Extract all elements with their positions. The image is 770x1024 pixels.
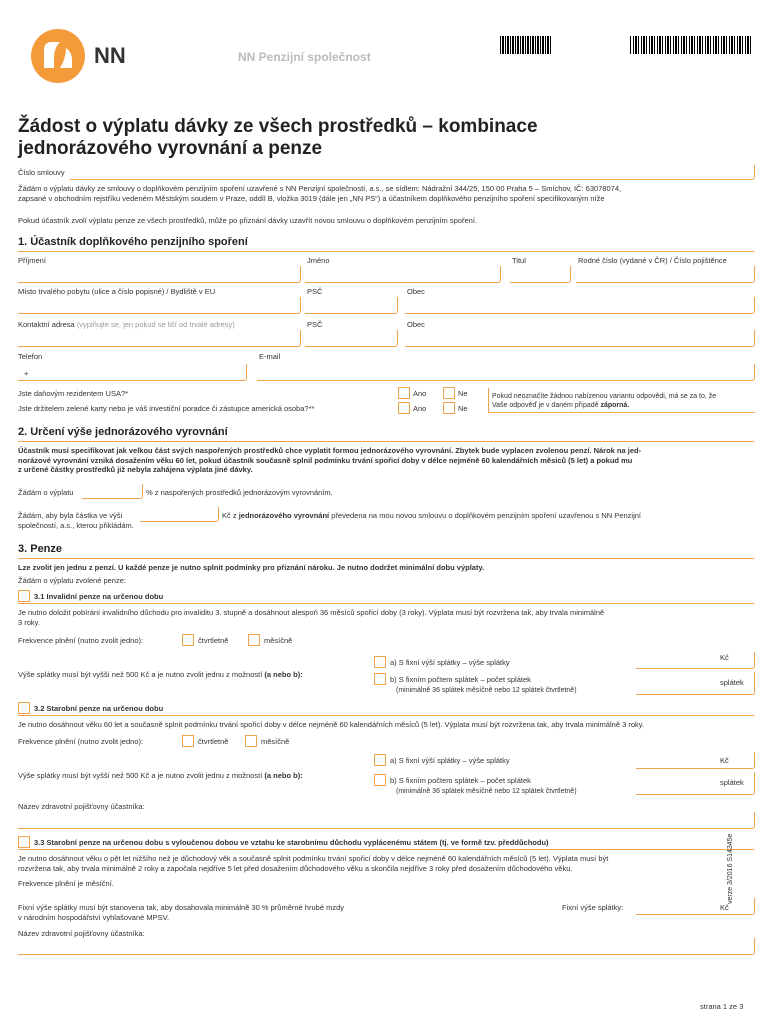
contact-address-hint: (vyplňujte se, jen pokud se liší od trvalé adresy) <box>76 320 235 329</box>
section-1-divider <box>18 251 754 252</box>
intro-note: Pokud účastník zvolí výplatu penze ze všech prostředků, může po přiznání dávky uzavřít novou smlouvu o doplňkovém penzijním spoření. <box>18 216 477 225</box>
p31-option-a-field[interactable] <box>636 652 755 669</box>
birth-number-label: Rodné číslo (vydané v ČR) / Číslo pojištěnce <box>578 256 727 265</box>
contact-address-text: Kontaktní adresa <box>18 320 75 329</box>
p33-insurer-label: Název zdravotní pojišťovny účastníka: <box>18 929 145 938</box>
s2-line-2: norázové vyrovnání vzniká dosažením věku 60 let, pokud účastník současně splnil podmínku trvání spořicí doby v délce nejméně 60 kalendářních měsíců (5 let) a pokud mu <box>18 455 633 465</box>
p33-fixed-kc: Kč <box>720 903 729 912</box>
pension-3-1-title: 3.1 Invalidní penze na určenou dobu <box>34 592 164 601</box>
company-name: NN Penzijní společnost <box>238 50 371 64</box>
p33-fixed-line-2: v národním hospodářství vyhlašované MPSV. <box>18 912 170 922</box>
lump-sum-percent-field[interactable] <box>82 484 143 499</box>
name-label: Jméno <box>307 256 330 265</box>
pension-intro: Lze zvolit jen jednu z penzí. U každé penze je nutno splnit podmínky pro přiznání nároku. Je nutno dodržet minimální dobu výplaty. <box>18 563 485 572</box>
transfer-bold: jednorázového vyrovnání <box>238 511 330 520</box>
us-resident-yes-checkbox[interactable] <box>398 387 410 399</box>
section-2-description <box>18 446 758 475</box>
residence-city-field[interactable] <box>405 297 755 314</box>
p32-option-a-label: a) S fixní výší splátky – výše splátky <box>390 756 510 765</box>
residence-city-label: Obec <box>407 287 425 296</box>
title-field[interactable] <box>510 266 571 283</box>
page-title <box>18 116 758 160</box>
p33-fixed-field[interactable] <box>636 898 755 915</box>
green-card-yes-checkbox[interactable] <box>398 402 410 414</box>
nn-logo <box>30 28 140 84</box>
p32-option-b-unit: splátek <box>720 778 744 787</box>
p32-option-a-kc: Kč <box>720 756 729 765</box>
p33-fixed-text <box>18 903 458 922</box>
contract-number-field[interactable] <box>70 165 755 180</box>
section-1-title: 1. Účastník doplňkového penzijního spoření <box>18 236 248 248</box>
lump-sum-percent-text: % z naspořených prostředků jednorázovým vyrovnáním. <box>146 488 333 497</box>
p31-line-1: Je nutno doložit pobírání invalidního důchodu pro invaliditu 3. stupně a dosáhnout alespoň 36 měsíců spořicí doby (3 roky). Výplata musí být rozvržena tak, aby trvala minimálně <box>18 608 605 617</box>
s2-line-3: z určené částky prostředků již nebyla zahájena výplata jiné dávky. <box>18 465 253 474</box>
p32-amount-rule <box>18 771 303 781</box>
transfer-amount-field[interactable] <box>140 507 219 522</box>
p32-monthly-checkbox[interactable] <box>245 735 257 747</box>
us-resident-no-label: Ne <box>458 389 468 398</box>
residence-psc-label: PSČ <box>307 287 323 296</box>
transfer-amount-text <box>222 511 758 521</box>
birth-number-field[interactable] <box>576 266 755 283</box>
p33-line-2: rozvržena tak, aby trvala minimálně 2 roky a započala nejdříve 5 let před dosažením důchodového věku a skončila nejdříve 3 roky před dosažením důchodového věku. <box>18 863 573 873</box>
p31-amount-rule <box>18 670 303 680</box>
barcode-2 <box>630 36 752 54</box>
p31-monthly-label: měsíčně <box>264 636 293 645</box>
green-card-no-label: Ne <box>458 404 468 413</box>
pension-3-1-text <box>18 608 758 627</box>
section-2-title: 2. Určení výše jednorázového vyrovnání <box>18 426 228 438</box>
us-note-line-1: Pokud neoznačíte žádnou nabízenou variantu odpovědi, má se za to, že <box>492 393 717 400</box>
p33-line-1: Je nutno dosáhnout věku o pět let nižšího než je důchodový věk a současně splnit podmínku trvání spořicí doby v délce nejméně 60 kalendářních měsíců (5 let). Výplata musí být <box>18 854 609 863</box>
phone-prefix: + <box>24 369 29 378</box>
p33-frequency: Frekvence plnění je měsíční. <box>18 879 114 888</box>
p32-quarterly-label: čtvrtletně <box>198 737 229 746</box>
p31-line-2: 3 roky. <box>18 617 40 627</box>
contract-label: Číslo smlouvy <box>18 168 65 177</box>
title-line-2: jednorázového vyrovnání a penze <box>18 138 323 159</box>
contact-address-label <box>18 320 235 330</box>
email-field[interactable] <box>257 364 755 381</box>
p33-insurer-field[interactable] <box>18 938 755 955</box>
us-note-line-2: Vaše odpověď je v daném případě <box>492 402 599 409</box>
phone-label: Telefon <box>18 352 43 361</box>
page-number: strana 1 ze 3 <box>700 1002 744 1011</box>
p31-monthly-checkbox[interactable] <box>248 634 260 646</box>
p31-option-b-label: b) S fixním počtem splátek – počet splátek <box>390 675 531 684</box>
surname-label: Příjmení <box>18 256 46 265</box>
s2-line-1: Účastník musí specifikovat jak velkou část svých naspořených prostředků chce vyplatit formou jednorázového vyrovnání. Zbytek bude vyplacen zvolenou penzí. Nárok na jed- <box>18 446 642 455</box>
pension-3-3-divider <box>18 849 754 850</box>
p31-quarterly-label: čtvrtletně <box>198 636 229 645</box>
pension-3-2-text: Je nutno dosáhnout věku 60 let a současně splnit podmínku trvání spořicí doby v délce nejméně 60 kalendářních měsíců (5 let). Výplata musí být rozvržena tak, aby trvala minimálně 3 roky. <box>18 720 645 729</box>
p32-option-b-hint: (minimálně 36 splátek měsíčně nebo 12 splátek čtvrtletně) <box>396 788 577 795</box>
contact-psc-field[interactable] <box>305 330 398 347</box>
transfer-kc: Kč z <box>222 511 237 520</box>
p32-option-b-checkbox[interactable] <box>374 774 386 786</box>
pension-3-3-text <box>18 854 758 873</box>
name-field[interactable] <box>305 266 501 283</box>
pension-request: Žádám o výplatu zvolené penze: <box>18 576 126 585</box>
p32-option-a-field[interactable] <box>636 752 755 769</box>
green-card-no-checkbox[interactable] <box>443 402 455 414</box>
p32-insurer-field[interactable] <box>18 812 755 829</box>
p31-option-b-hint: (minimálně 36 splátek měsíčně nebo 12 splátek čtvrtletně) <box>396 687 577 694</box>
residence-psc-field[interactable] <box>305 297 398 314</box>
p32-option-a-checkbox[interactable] <box>374 754 386 766</box>
phone-field[interactable] <box>18 364 247 381</box>
us-note-border <box>488 388 755 413</box>
transfer-rest: převedena na mou novou smlouvu o doplňkovém penzijním spoření uzavřenou s NN Penzijní <box>331 511 641 520</box>
p31-rule-text: Výše splátky musí být vyšší než 500 Kč a je nutno zvolit jednu z možností <box>18 670 263 679</box>
p31-option-a-checkbox[interactable] <box>374 656 386 668</box>
p33-fixed-label: Fixní výše splátky: <box>562 903 624 912</box>
version-label: verze 3/2016 S14345e <box>727 833 734 904</box>
p33-fixed-line-1: Fixní výše splátky musí být stanovena tak, aby dosahovala minimálně 30 % průměrné hrubé mzdy <box>18 903 344 912</box>
title-line-1: Žádost o výplatu dávky ze všech prostředků – kombinace <box>18 116 538 137</box>
pension-3-1-checkbox[interactable] <box>18 590 30 602</box>
pension-3-2-divider <box>18 715 754 716</box>
p32-monthly-label: měsíčně <box>261 737 290 746</box>
intro-line-1: Žádám o výplatu dávky ze smlouvy o doplňkovém penzijním spoření uzavřené s NN Penzijní společností, a.s., se sídlem: Nádražní 344/25, 150 00 Praha 5 – Smíchov, IČ: 63078074, <box>18 184 622 193</box>
title-field-label: Titul <box>512 256 526 265</box>
pension-3-1-divider <box>18 603 754 604</box>
lion-logo-icon <box>30 28 86 84</box>
green-card-question: Jste držitelem zelené karty nebo je váš investiční poradce či zástupce americká osoba?** <box>18 404 315 413</box>
p31-quarterly-checkbox[interactable] <box>182 634 194 646</box>
p32-rule-bold: (a nebo b): <box>264 771 303 780</box>
contact-city-field[interactable] <box>405 330 755 347</box>
email-label: E-mail <box>259 352 281 361</box>
transfer-amount-line-2: společností, a.s., kterou přikládám. <box>18 521 134 530</box>
section-3-title: 3. Penze <box>18 543 63 555</box>
pension-3-2-title: 3.2 Starobní penze na určenou dobu <box>34 704 164 713</box>
surname-field[interactable] <box>18 266 301 283</box>
p32-frequency-label: Frekvence plnění (nutno zvolit jedno): <box>18 737 144 746</box>
intro-line-2: zapsané v obchodním rejstříku vedeném Městským soudem v Praze, oddíl B, vložka 3019 (dále jen „NN PS“) a účastníkem doplňkového penzijního spoření specifikovaným níže <box>18 193 605 203</box>
p32-rule-text: Výše splátky musí být vyšší než 500 Kč a je nutno zvolit jednu z možností <box>18 771 263 780</box>
section-2-divider <box>18 441 754 442</box>
residence-field[interactable] <box>18 297 301 314</box>
us-note-bold: záporná. <box>600 402 630 409</box>
p31-option-a-label: a) S fixní výší splátky – výše splátky <box>390 658 510 667</box>
us-resident-yes-label: Ano <box>413 389 427 398</box>
residence-label: Místo trvalého pobytu (ulice a číslo popisné) / Bydliště v EU <box>18 287 216 296</box>
pension-3-2-checkbox[interactable] <box>18 702 30 714</box>
intro-text <box>18 184 758 203</box>
p32-option-b-label: b) S fixním počtem splátek – počet splátek <box>390 776 531 785</box>
p31-option-b-unit: splátek <box>720 678 744 687</box>
contact-address-field[interactable] <box>18 330 301 347</box>
pension-3-3-checkbox[interactable] <box>18 836 30 848</box>
green-card-yes-label: Ano <box>413 404 427 413</box>
section-3-divider <box>18 558 754 559</box>
brand-name: NN <box>94 43 126 68</box>
contact-psc-label: PSČ <box>307 320 323 329</box>
p32-insurer-label: Název zdravotní pojišťovny účastníka: <box>18 802 145 811</box>
barcode-1 <box>500 36 552 54</box>
contact-city-label: Obec <box>407 320 425 329</box>
pension-3-3-title: 3.3 Starobní penze na určenou dobu s vyloučenou dobou ve vztahu ke starobnímu důchodu vyplácenému státem (tj. ve formě tzv. předdůchodu) <box>34 838 549 847</box>
transfer-amount-label: Žádám, aby byla částka ve výši <box>18 511 123 520</box>
lump-sum-request-label: Žádám o výplatu <box>18 488 74 497</box>
us-resident-no-checkbox[interactable] <box>443 387 455 399</box>
p31-option-a-kc: Kč <box>720 653 729 662</box>
p32-quarterly-checkbox[interactable] <box>182 735 194 747</box>
p31-frequency-label: Frekvence plnění (nutno zvolit jedno): <box>18 636 144 645</box>
p31-option-b-checkbox[interactable] <box>374 673 386 685</box>
us-resident-question: Jste daňovým rezidentem USA?* <box>18 389 129 398</box>
p31-rule-bold: (a nebo b): <box>264 670 303 679</box>
